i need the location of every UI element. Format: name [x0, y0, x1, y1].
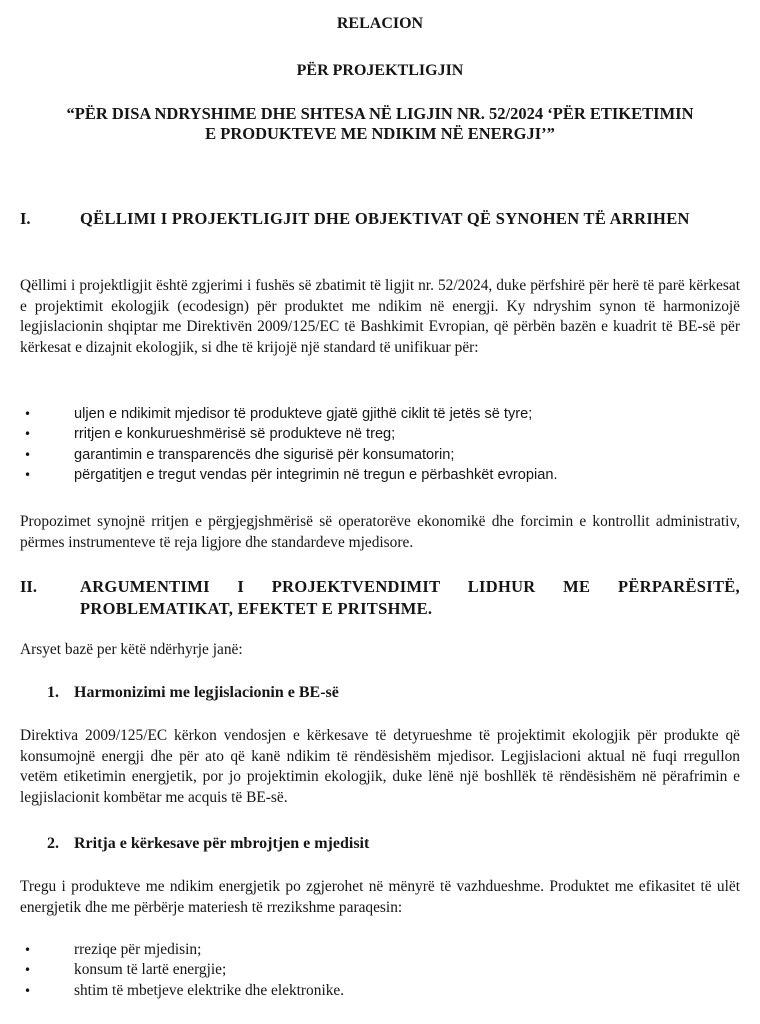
section-1-heading [20, 208, 740, 230]
section-2-intro: Arsyet bazë per këtë ndërhyrje janë: [20, 641, 243, 658]
document-title: RELACION [336, 15, 424, 32]
section-1-title: QËLLIMI I PROJEKTLIGJIT DHE OBJEKTIVAT QË SYNOHEN TË ARRIHEN [80, 209, 690, 228]
bullet-icon: • [24, 468, 32, 483]
list-item: • shtim të mbetjeve elektrike dhe elektronike. [20, 981, 740, 1001]
section-1-closing: Propozimet synojnë rritjen e përgjegjshmërisë së operatorëve ekonomikë dhe forcimin e kontrollit administrativ, përmes instrumenteve të reja ligjore dhe standardeve mjedisore. [20, 513, 740, 551]
list-item: • uljen e ndikimit mjedisor të produkteve gjatë gjithë ciklit të jetës së tyre; [20, 404, 740, 424]
subsection-2-number: 2. [47, 835, 59, 852]
bullet-icon: • [24, 943, 32, 957]
section-1-bullet-list [20, 404, 740, 486]
section-1-number: I. [20, 209, 31, 228]
subsection-2-heading [47, 834, 727, 854]
bullet-icon: • [24, 427, 32, 442]
list-item: • konsum të lartë energjie; [20, 960, 740, 980]
law-title-line-2: E PRODUKTEVE ME NDIKIM NË ENERGJI’” [205, 124, 555, 143]
section-2-title: ARGUMENTIMI I PROJEKTVENDIMIT LIDHUR ME PËRPARËSITË, PROBLEMATIKAT, EFEKTET E PRITSHME. [80, 577, 740, 618]
subsection-2-title: Rritja e kërkesave për mbrojtjen e mjedisit [74, 835, 370, 852]
subsection-1-heading [47, 683, 727, 703]
subsection-2-text: Tregu i produkteve me ndikim energjetik po zgjerohet në mënyrë të vazhdueshme. Produktet me efikasitet të ulët energjetik dhe me përbërje materiesh të rrezikshme paraqesin: [20, 878, 740, 916]
list-item: • garantimin e transparencës dhe sigurisë për konsumatorin; [20, 445, 740, 465]
subsection-1-text: Direktiva 2009/125/EC kërkon vendosjen e kërkesave të detyrueshme të projektimit ekologjik për produkte që konsumojnë energji dhe për ato që kanë ndikim të rëndësishëm mjedisor. Legjislacioni aktual në fuqi rregullon vetëm etiketimin energjetik, por jo projektimin ekologjik, duke lënë një boshllëk të rëndësishëm në përafrimin e legjislacionit kombëtar me acquis të BE-së. [20, 727, 740, 806]
subsection-2-bullet-list [20, 940, 740, 1001]
list-item: • rreziqe për mjedisin; [20, 940, 740, 960]
section-1-intro: Qëllimi i projektligjit është zgjerimi i fushës së zbatimit të ligjit nr. 52/2024, duke përfshirë për herë të parë kërkesat e projektimit ekologjik (ecodesign) për produktet me ndikim në energji. Ky ndryshim synon të harmonizojë legjislacionin shqiptar me Direktivën 2009/125/EC të Bashkimit Evropian, që përbën bazën e kuadrit të BE-së për kërkesat e dizajnit ekologjik, si dhe të krijojë një standard të unifikuar për: [20, 277, 740, 356]
subsection-1-number: 1. [47, 684, 59, 701]
bullet-icon: • [24, 407, 32, 421]
bullet-icon: • [24, 963, 32, 978]
subsection-1-title: Harmonizimi me legjislacionin e BE-së [74, 684, 339, 701]
list-item: • përgatitjen e tregut vendas për integrimin në tregun e përbashkët evropian. [20, 465, 740, 485]
document-subtitle: PËR PROJEKTLIGJIN [296, 62, 464, 79]
bullet-icon: • [24, 447, 32, 462]
list-item: • rritjen e konkurueshmërisë së produkteve në treg; [20, 424, 740, 444]
section-2-number: II. [20, 577, 37, 596]
bullet-icon: • [24, 983, 32, 998]
law-title-line-1: “PËR DISA NDRYSHIME DHE SHTESA NË LIGJIN NR. 52/2024 ‘PËR ETIKETIMIN [66, 104, 694, 123]
section-2-heading [20, 576, 740, 620]
